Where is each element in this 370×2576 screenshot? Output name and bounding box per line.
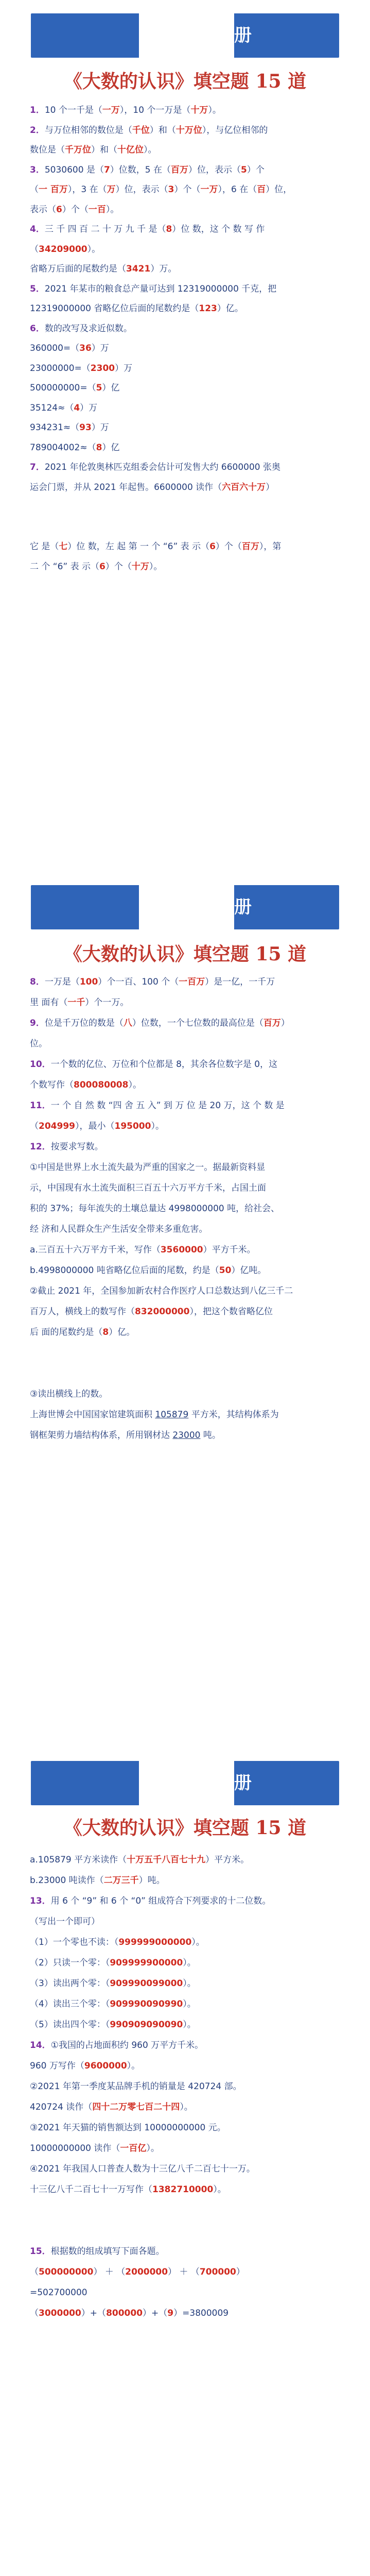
question-text: ）。 [149, 561, 163, 572]
text-line [30, 1853, 346, 1868]
answer-text: 832000000 [135, 1307, 190, 1317]
answer-text: 四十二万零七百二十四 [92, 2102, 180, 2112]
question-text: ②2021 年第一季度某品牌手机的销量是 420724 部。 [30, 2081, 242, 2092]
answer-text: 3421 [126, 264, 151, 274]
text-line [30, 2265, 346, 2280]
page-title: 《大数的认识》填空题 15 道 [63, 71, 307, 92]
question-text: ） [236, 2267, 245, 2277]
question-text: 吨。 [200, 1430, 221, 1440]
answer-text: 1382710000 [152, 2184, 214, 2195]
answer-text: 一百亿 [120, 2143, 147, 2154]
underlined-value: 105879 [155, 1410, 189, 1420]
question-text: （1）一个零也不读：（ [30, 1937, 119, 1947]
answer-text: 500000000 [39, 2267, 94, 2277]
answer-text: 8 [96, 442, 102, 453]
question-text: 三 千 四 百 二 十 万 九 千 是（ [44, 224, 166, 234]
question-text: ）位，表示（ [115, 184, 168, 195]
question-text: ）吨。 [138, 1875, 165, 1886]
text-line [30, 1263, 346, 1278]
question-text: （ [30, 1121, 39, 1131]
text-line [30, 1976, 346, 1991]
text-line [30, 222, 346, 237]
question-number: 11． [30, 1100, 51, 1111]
question-text: ）亿。 [109, 1327, 135, 1337]
text-line [30, 301, 346, 316]
question-text: 一万是（ [44, 977, 80, 987]
text-line [30, 1408, 346, 1422]
text-line [30, 341, 346, 356]
question-text: 经 济和人民群众生产生活安全带来多重危害。 [30, 1224, 208, 1234]
question-text: 用 6 个 “9” 和 6 个 “0” 组成符合下列要求的十二位数。 [50, 1896, 271, 1906]
answer-text: 十亿位 [117, 145, 144, 155]
answer-text: 2000000 [125, 2267, 168, 2277]
answer-text: 36 [79, 343, 92, 353]
question-text: 上海世博会中国国家馆建筑面积 [30, 1410, 155, 1420]
question-text: ），第 [259, 541, 281, 552]
text-line [30, 2121, 346, 2136]
question-text: ）个 [246, 164, 265, 175]
question-text: 数的改写及求近似数。 [44, 323, 132, 334]
text-line [30, 1304, 346, 1319]
question-text: 789004002≈（ [30, 442, 96, 453]
text-line [30, 242, 346, 257]
title-banner [31, 13, 339, 58]
question-text: 35124≈（ [30, 402, 74, 413]
title-banner [31, 1761, 339, 1805]
answer-text: 八 [123, 1018, 132, 1028]
text-line [30, 262, 346, 277]
text-line [30, 381, 346, 396]
question-text: 十三亿八千二百七十一万写作（ [30, 2184, 152, 2195]
answer-text: 一百万 [179, 977, 205, 987]
question-text: ③读出横线上的数。 [30, 1389, 108, 1399]
question-text: 按要求写数。 [50, 1142, 103, 1152]
answer-text: 909999900000 [110, 1958, 183, 1968]
answer-text: 100 [79, 977, 98, 987]
question-text: ）位 数，左 起 第 一 个 “6” 表 示（ [67, 541, 210, 552]
answer-text: 195000 [114, 1121, 151, 1131]
question-text: 根据数的组成填写下面各题。 [50, 2246, 165, 2257]
question-text: ）。 [208, 105, 221, 115]
question-number: 3． [30, 164, 45, 175]
text-line [30, 202, 346, 217]
text-line [30, 1078, 346, 1093]
page-title: 《大数的认识》填空题 15 道 [63, 1817, 307, 1839]
question-text: ）位 数，这 个 数 写 作 [172, 224, 265, 234]
question-text: 个数写作（ [30, 1080, 74, 1090]
text-line [30, 401, 346, 416]
answer-text: 990909090090 [110, 2020, 183, 2030]
question-text: ）个（ [62, 204, 89, 215]
text-line [30, 1935, 346, 1950]
text-line [30, 2100, 346, 2115]
answer-text: 一万 [102, 105, 120, 115]
text-line [30, 480, 346, 495]
answer-text: 50 [219, 1265, 232, 1276]
answer-text: 3 [168, 184, 174, 195]
page-1 [0, 0, 370, 874]
text-line [30, 539, 346, 554]
question-text: ） [266, 482, 275, 493]
question-text: 示，中国现有水土流失面积三百五十六万平方千米，占国土面 [30, 1183, 266, 1193]
answer-text: 千万位 [65, 145, 91, 155]
answer-text: 七 [59, 541, 68, 552]
question-text: （ [30, 2267, 39, 2277]
text-line [30, 2244, 346, 2259]
text-line [30, 321, 346, 336]
question-text: ①我国的占地面积约 960 万平方千米。 [50, 2040, 204, 2050]
banner-white-box [139, 1761, 234, 1805]
text-line [30, 182, 346, 197]
text-line [30, 1140, 346, 1155]
text-line [30, 1914, 346, 1929]
question-text: 百万人，横线上的数写作（ [30, 1307, 135, 1317]
question-number: 12． [30, 1142, 51, 1152]
answer-text: 999999000000 [118, 1937, 192, 1947]
question-text: ）。 [183, 1999, 196, 2009]
question-text: ①中国是世界上水土流失最为严重的国家之一。据最新资料显 [30, 1162, 266, 1173]
text-line [30, 560, 346, 574]
question-number: 8． [30, 977, 45, 987]
question-text: 积的 37%；每年流失的土壤总量达 4998000000 吨，给社会、 [30, 1204, 280, 1214]
question-text: （ [30, 2308, 39, 2318]
question-text: ）位，表示（ [188, 164, 241, 175]
text-line [30, 1016, 346, 1031]
question-text: ）。 [144, 145, 157, 155]
question-text: 位。 [30, 1039, 47, 1049]
question-text: b.23000 吨读作（ [30, 1875, 104, 1886]
underlined-value: 23000 [172, 1430, 201, 1440]
question-text: ）亿吨。 [231, 1265, 267, 1276]
text-line [30, 975, 346, 990]
answer-text: 二万三千 [103, 1875, 139, 1886]
question-text: 360000=（ [30, 343, 80, 353]
title-banner [31, 885, 339, 929]
question-text: （ [30, 244, 39, 255]
answer-text: 6 [99, 561, 105, 572]
question-text: ）。 [87, 244, 101, 255]
question-text: ）亿 [102, 383, 120, 393]
question-text: ），10 个一万是（ [119, 105, 191, 115]
question-text: ）平方米。 [205, 1855, 250, 1865]
text-line [30, 1222, 346, 1237]
question-text: 2021 年伦敦奥林匹克组委会估计可发售大约 6600000 张奥 [44, 462, 281, 472]
text-line [30, 2141, 346, 2156]
answer-text: 一 百万 [39, 184, 68, 195]
question-text: 2021 年某市的粮食总产量可达到 12319000000 千克，把 [44, 283, 277, 294]
question-text: ）。 [191, 1937, 205, 1947]
question-text: ）。 [183, 1958, 196, 1968]
text-line [30, 163, 346, 178]
question-text: ）+（ [81, 2308, 107, 2318]
question-text: ②截止 2021 年，全国参加新农村合作医疗人口总数达到八亿三千二 [30, 1286, 293, 1296]
answer-text: 一千 [67, 997, 85, 1008]
question-text: ）。 [213, 2184, 226, 2195]
question-text: 与万位相邻的数位是（ [44, 125, 132, 135]
question-text: ）平方千米。 [203, 1245, 256, 1255]
question-text: ）位数，一个七位数的最高位是（ [132, 1018, 263, 1028]
question-text: 里 面有（ [30, 997, 68, 1008]
question-number: 10． [30, 1059, 51, 1070]
question-text: ）万 [115, 363, 133, 374]
answer-text: 百万 [241, 541, 259, 552]
question-text: 10000000000 读作（ [30, 2143, 120, 2154]
question-text: 数位是（ [30, 145, 65, 155]
question-text: 位是千万位的数是（ [44, 1018, 124, 1028]
question-text: 500000000=（ [30, 383, 96, 393]
answer-text: 十万位 [175, 125, 202, 135]
question-text: ）。 [127, 2061, 140, 2071]
question-text: 一 个 自 然 数 “四 舍 五 入” 到 万 位 是 20 万，这 个 数 是 [50, 1100, 285, 1111]
question-text: ）万 [80, 402, 98, 413]
question-text: ）万。 [150, 264, 177, 274]
question-number: 9． [30, 1018, 45, 1028]
answer-text: 5 [241, 164, 247, 175]
question-text: ）位， [266, 184, 292, 195]
question-number: 7． [30, 462, 45, 472]
question-text: （写出一个即可） [30, 1917, 100, 1927]
question-text: 10 个一千是（ [44, 105, 102, 115]
question-text: （3）读出两个零：（ [30, 1978, 110, 1989]
text-line [30, 2038, 346, 2053]
question-text: ）万 [91, 422, 109, 433]
answer-text: 3560000 [160, 1245, 203, 1255]
answer-text: 800000 [106, 2308, 143, 2318]
question-text: ）个（ [215, 541, 242, 552]
question-text: 一个数的亿位、万位和个位都是 8，其余各位数字是 0，这 [50, 1059, 278, 1070]
text-line [30, 1201, 346, 1216]
question-text: 934231≈（ [30, 422, 80, 433]
text-line [30, 1997, 346, 2012]
answer-text: 2300 [90, 363, 115, 374]
text-line [30, 2079, 346, 2094]
answer-text: 千位 [132, 125, 150, 135]
question-text: ）和（ [91, 145, 117, 155]
answer-text: 3000000 [39, 2308, 81, 2318]
text-line [30, 1243, 346, 1258]
question-text: ） ＋ （ [168, 2267, 200, 2277]
question-text: ） ＋ （ [93, 2267, 126, 2277]
answer-text: 204999 [39, 1121, 75, 1131]
answer-text: 百万 [171, 164, 189, 175]
question-text: 960 万写作（ [30, 2061, 84, 2071]
answer-text: 一百 [88, 204, 106, 215]
question-text: ）。 [151, 1121, 164, 1131]
text-line [30, 123, 346, 138]
text-line [30, 2285, 346, 2300]
page-title: 《大数的认识》填空题 15 道 [63, 943, 307, 965]
question-text: ） [280, 1018, 290, 1028]
text-line [30, 1873, 346, 1888]
text-line [30, 2059, 346, 2074]
question-text: 钢框架剪力墙结构体系，所用钢材达 [30, 1430, 173, 1440]
answer-text: 5 [96, 383, 102, 393]
question-text: ）。 [146, 2143, 160, 2154]
question-text: 12319000000 省略亿位后面的尾数约是（ [30, 303, 199, 314]
page-2 [0, 874, 370, 1750]
question-text: a.三百五十六万平方千米，写作（ [30, 1245, 161, 1255]
question-text: ）亿 [102, 442, 120, 453]
answer-text: 百 [257, 184, 266, 195]
answer-text: 9 [167, 2308, 174, 2318]
question-text: ），与亿位相邻的 [202, 125, 268, 135]
banner-white-box [139, 13, 234, 58]
banner-mark: 册 [234, 897, 252, 918]
question-text: ）个一百、100 个（ [98, 977, 179, 987]
question-number: 5． [30, 283, 45, 294]
question-text: ）万 [91, 343, 109, 353]
text-line [30, 1387, 346, 1402]
question-text: a.105879 平方米读作（ [30, 1855, 127, 1865]
question-text: ）亿。 [217, 303, 243, 314]
question-number: 13． [30, 1896, 51, 1906]
answer-text: 909990099000 [110, 1978, 183, 1989]
text-line [30, 2182, 346, 2197]
question-text: （5）读出四个零：（ [30, 2020, 110, 2030]
question-text: ）。 [128, 1080, 142, 1090]
question-text: ）。 [105, 204, 119, 215]
answer-text: 123 [199, 303, 217, 314]
question-text: ），6 在（ [218, 184, 257, 195]
answer-text: 6 [209, 541, 216, 552]
question-text: ）是一亿，一千万 [205, 977, 275, 987]
text-line [30, 420, 346, 435]
question-number: 14． [30, 2040, 51, 2050]
question-text: ）和（ [149, 125, 176, 135]
text-line [30, 1037, 346, 1052]
text-line [30, 1956, 346, 1971]
question-number: 15． [30, 2246, 51, 2257]
question-number: 4． [30, 224, 45, 234]
answer-text: 六百六十万 [222, 482, 266, 493]
question-text: ）位数，5 在（ [110, 164, 171, 175]
question-text: 它 是（ [30, 541, 59, 552]
question-text: ）+（ [143, 2308, 168, 2318]
question-number: 1． [30, 105, 45, 115]
question-number: 6． [30, 323, 45, 334]
answer-text: 十万五千八百七十九 [127, 1855, 206, 1865]
banner-mark: 册 [234, 25, 252, 46]
question-text: （ [30, 184, 39, 195]
question-text: 后 面的尾数约是（ [30, 1327, 103, 1337]
answer-text: 十万 [190, 105, 208, 115]
question-text: ）。 [183, 1978, 196, 1989]
answer-text: 十万 [131, 561, 149, 572]
text-line [30, 143, 346, 158]
answer-text: 4 [74, 402, 80, 413]
text-line [30, 1428, 346, 1443]
question-text: ）=3800009 [173, 2308, 229, 2318]
question-text: ）个（ [174, 184, 201, 195]
answer-text: 8 [102, 1327, 109, 1337]
answer-text: 8 [166, 224, 172, 234]
question-text: ）。 [180, 2102, 193, 2112]
question-text: ③2021 年天猫的销售额达到 10000000000 元。 [30, 2123, 226, 2133]
text-line [30, 1160, 346, 1175]
text-line [30, 1894, 346, 1909]
text-line [30, 2018, 346, 2032]
question-text: 5030600 是（ [44, 164, 104, 175]
question-text: （4）读出三个零：（ [30, 1999, 110, 2009]
question-text: 运会门票，并从 2021 年起售。6600000 读作（ [30, 482, 222, 493]
text-line [30, 1325, 346, 1340]
text-line [30, 440, 346, 455]
text-line [30, 1181, 346, 1196]
question-text: ）。 [183, 2020, 196, 2030]
answer-text: 一万 [200, 184, 218, 195]
question-text: =502700000 [30, 2287, 87, 2298]
answer-text: 9600000 [84, 2061, 127, 2071]
question-text: 平方米，其结构体系为 [188, 1410, 279, 1420]
text-line [30, 2162, 346, 2177]
answer-text: 万 [107, 184, 116, 195]
question-text: ）个一万。 [85, 997, 129, 1008]
text-line [30, 1057, 346, 1072]
question-text: b.4998000000 吨省略亿位后面的尾数，约是（ [30, 1265, 219, 1276]
question-text: ），最小（ [75, 1121, 115, 1131]
text-line [30, 1098, 346, 1113]
text-line [30, 460, 346, 475]
question-text: ），把这个数省略亿位 [189, 1307, 273, 1317]
answer-text: 7 [103, 164, 110, 175]
question-text: （2）只读一个零：（ [30, 1958, 110, 1968]
text-line [30, 282, 346, 297]
question-text: 二 个 “6” 表 示（ [30, 561, 100, 572]
text-line [30, 1284, 346, 1299]
question-text: 表示（ [30, 204, 56, 215]
question-text: ④2021 年我国人口普查人数为十三亿八千二百七十一万。 [30, 2164, 255, 2174]
question-text: 420724 读作（ [30, 2102, 93, 2112]
answer-text: 百万 [263, 1018, 281, 1028]
text-line [30, 361, 346, 376]
text-line [30, 2306, 346, 2321]
question-number: 2． [30, 125, 45, 135]
answer-text: 800080008 [74, 1080, 129, 1090]
answer-text: 909990090990 [110, 1999, 183, 2009]
banner-mark: 册 [234, 1773, 252, 1793]
page-3 [0, 1752, 370, 2576]
text-line [30, 103, 346, 118]
question-text: 省略万后面的尾数约是（ [30, 264, 126, 274]
answer-text: 93 [79, 422, 92, 433]
banner-white-box [139, 885, 234, 929]
answer-text: 34209000 [39, 244, 87, 255]
question-text: ）个（ [105, 561, 132, 572]
question-text: ），3 在（ [67, 184, 107, 195]
text-line [30, 995, 346, 1010]
answer-text: 6 [56, 204, 62, 215]
answer-text: 700000 [199, 2267, 236, 2277]
text-line [30, 1119, 346, 1134]
question-text: 23000000=（ [30, 363, 91, 374]
